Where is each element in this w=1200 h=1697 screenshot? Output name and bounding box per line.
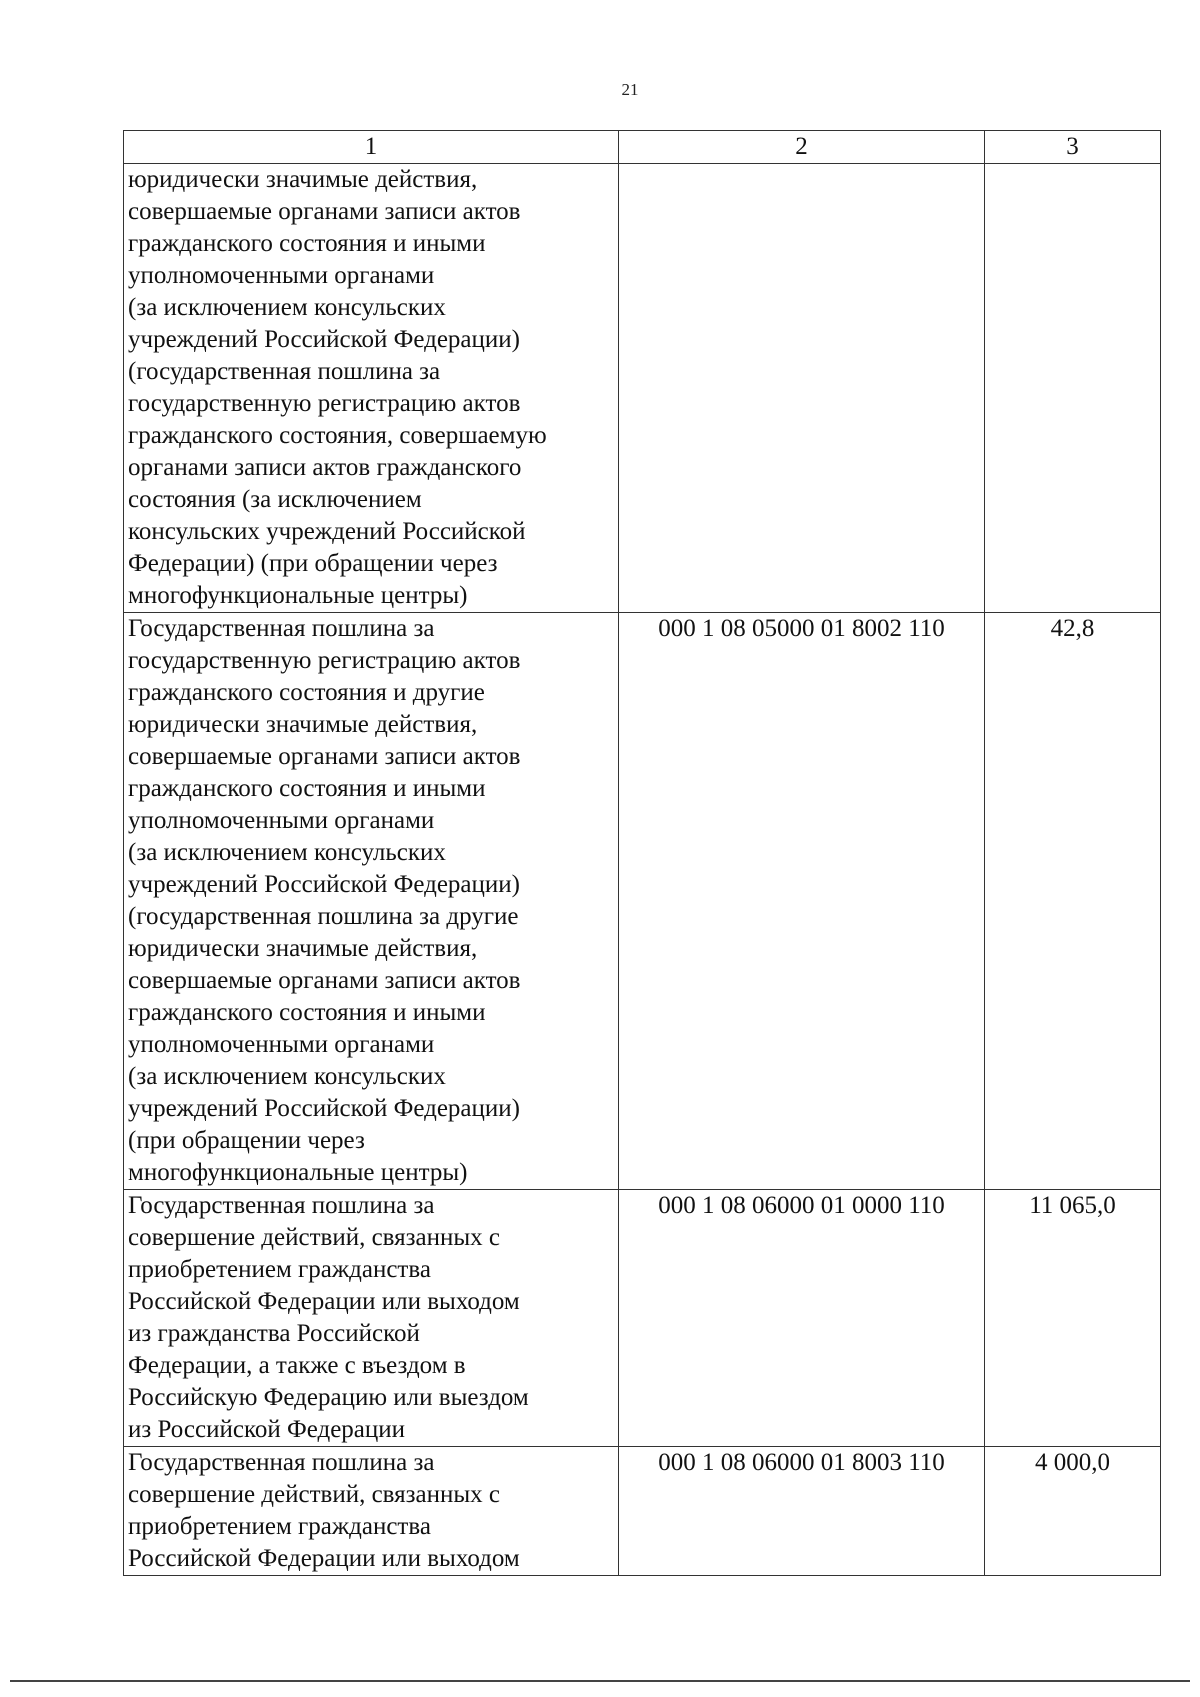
table-row (124, 1447, 1161, 1576)
row-description: Государственная пошлина за совершение действий, связанных с приобретением гражданства Российской Федерации или выходом из гражданства Российской Федерации, а также с въездом в Российскую Федерацию или выездом из Российской Федерации (124, 1190, 619, 1447)
row-code: 000 1 08 06000 01 0000 110 (619, 1190, 985, 1447)
fee-table (123, 130, 1161, 1576)
page-number: 21 (621, 80, 639, 99)
row-code: 000 1 08 05000 01 8002 110 (619, 613, 985, 1190)
row-description: юридически значимые действия, совершаемые органами записи актов гражданского состояния и иными уполномоченными органами (за исключением консульских учреждений Российской Федерации) (государственная пошлина за государственную регистрацию актов гражданского состояния, совершаемую органами записи актов гражданского состояния (за исключением консульских учреждений Российской Федерации) (при обращении через многофункциональные центры) (124, 164, 619, 613)
row-amount: 11 065,0 (985, 1190, 1161, 1447)
row-code: 000 1 08 06000 01 8003 110 (619, 1447, 985, 1576)
row-description: Государственная пошлина за совершение действий, связанных с приобретением гражданства Российской Федерации или выходом (124, 1447, 619, 1576)
row-code (619, 164, 985, 613)
table-row (124, 1190, 1161, 1447)
row-description: Государственная пошлина за государственную регистрацию актов гражданского состояния и другие юридически значимые действия, совершаемые органами записи актов гражданского состояния и иными уполномоченными органами (за исключением консульских учреждений Российской Федерации) (государственная пошлина за другие юридически значимые действия, совершаемые органами записи актов гражданского состояния и иными уполномоченными органами (за исключением консульских учреждений Российской Федерации) (при обращении через многофункциональные центры) (124, 613, 619, 1190)
row-amount: 42,8 (985, 613, 1161, 1190)
column-header-1: 1 (124, 131, 619, 164)
table-row (124, 164, 1161, 613)
table-row (124, 613, 1161, 1190)
column-header-3: 3 (985, 131, 1161, 164)
table-header-row (124, 131, 1161, 164)
row-amount: 4 000,0 (985, 1447, 1161, 1576)
page-bottom-rule (10, 1680, 1190, 1682)
row-amount (985, 164, 1161, 613)
column-header-2: 2 (619, 131, 985, 164)
